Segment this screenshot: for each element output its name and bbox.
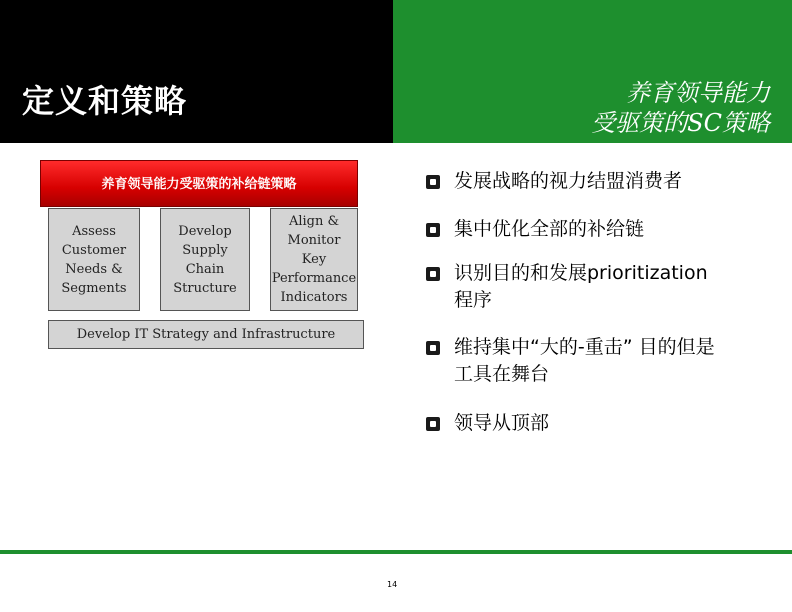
checkbox-bullet-icon	[426, 223, 440, 237]
bullet-text: 发展战略的视力结盟消费者	[454, 170, 683, 192]
subtitle-line-1: 养育领导能力	[626, 79, 770, 107]
bullet-item	[426, 334, 786, 388]
bullet-text: 识别目的和发展prioritization 程序	[454, 262, 708, 311]
footer-divider	[0, 550, 792, 554]
checkbox-bullet-icon	[426, 267, 440, 281]
bullet-text: 维持集中“大的-重击” 目的但是 工具在舞台	[454, 336, 715, 385]
subtitle-line-2: 受驱策的SC策略	[591, 109, 770, 137]
bullet-text: 领导从顶部	[454, 412, 550, 434]
assess-customer-box: Assess Customer Needs & Segments	[48, 208, 140, 311]
bullet-text: 集中优化全部的补给链	[454, 218, 645, 240]
page-number: 14	[387, 580, 398, 589]
checkbox-bullet-icon	[426, 175, 440, 189]
bullet-item	[426, 410, 786, 437]
bullet-item	[426, 168, 786, 195]
supply-chain-box: Develop Supply Chain Structure	[160, 208, 250, 311]
bullet-item	[426, 216, 786, 243]
bullet-item	[426, 260, 786, 314]
page-title: 定义和策略	[22, 82, 188, 120]
checkbox-bullet-icon	[426, 341, 440, 355]
it-strategy-box: Develop IT Strategy and Infrastructure	[48, 320, 364, 349]
checkbox-bullet-icon	[426, 417, 440, 431]
kpi-box: Align & Monitor Key Performance Indicators	[270, 208, 358, 311]
page-subtitle	[591, 78, 770, 138]
strategy-banner: 养育领导能力受驱策的补给链策略	[40, 160, 358, 207]
